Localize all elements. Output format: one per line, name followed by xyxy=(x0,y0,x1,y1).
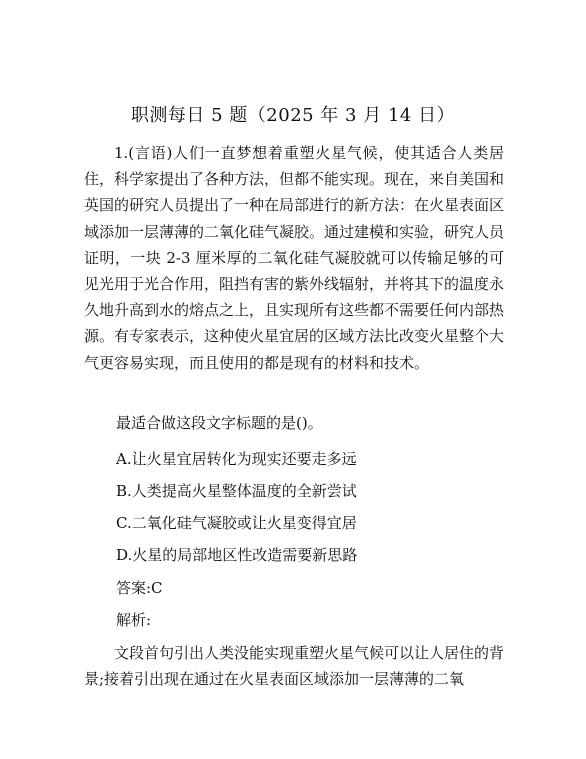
option-d: D.火星的局部地区性改造需要新思路 xyxy=(116,546,358,564)
question-prompt: 最适合做这段文字标题的是()。 xyxy=(116,414,323,432)
option-c: C.二氧化硅气凝胶或让火星变得宜居 xyxy=(116,514,357,532)
document-title: 职测每日 5 题（2025 年 3 月 14 日） xyxy=(130,105,456,126)
analysis-paragraph: 文段首句引出人类没能实现重塑火星气候可以让人居住的背景;接着引出现在通过在火星表面区域添加一层薄薄的二氧 xyxy=(84,644,505,689)
analysis-label: 解析: xyxy=(116,611,152,629)
option-a: A.让火星宜居转化为现实还要走多远 xyxy=(116,450,357,468)
option-b: B.人类提高火星整体温度的全新尝试 xyxy=(116,482,357,500)
answer-line: 答案:C xyxy=(116,579,163,597)
question-paragraph: 1.(言语)人们一直梦想着重塑火星气候，使其适合人类居住，科学家提出了各种方法，但都不能实现。现在，来自美国和英国的研究人员提出了一种在局部进行的新方法：在火星表面区域添加一层薄薄的二氧化硅气凝胶。通过建模和实验，研究人员证明，一块 2-3 厘米厚的二氧化硅气凝胶就可以传输足够的可见光用于光合作用，阻挡有害的紫外线辐射，并将其下的温度永久地升高到水的熔点之上，且实现所有这些都不需要任何内部热源。有专家表示，这种使火星宜居的区域方法比改变火星整个大气更容易实现，而且使用的都是现有的材料和技术。 xyxy=(84,144,505,372)
